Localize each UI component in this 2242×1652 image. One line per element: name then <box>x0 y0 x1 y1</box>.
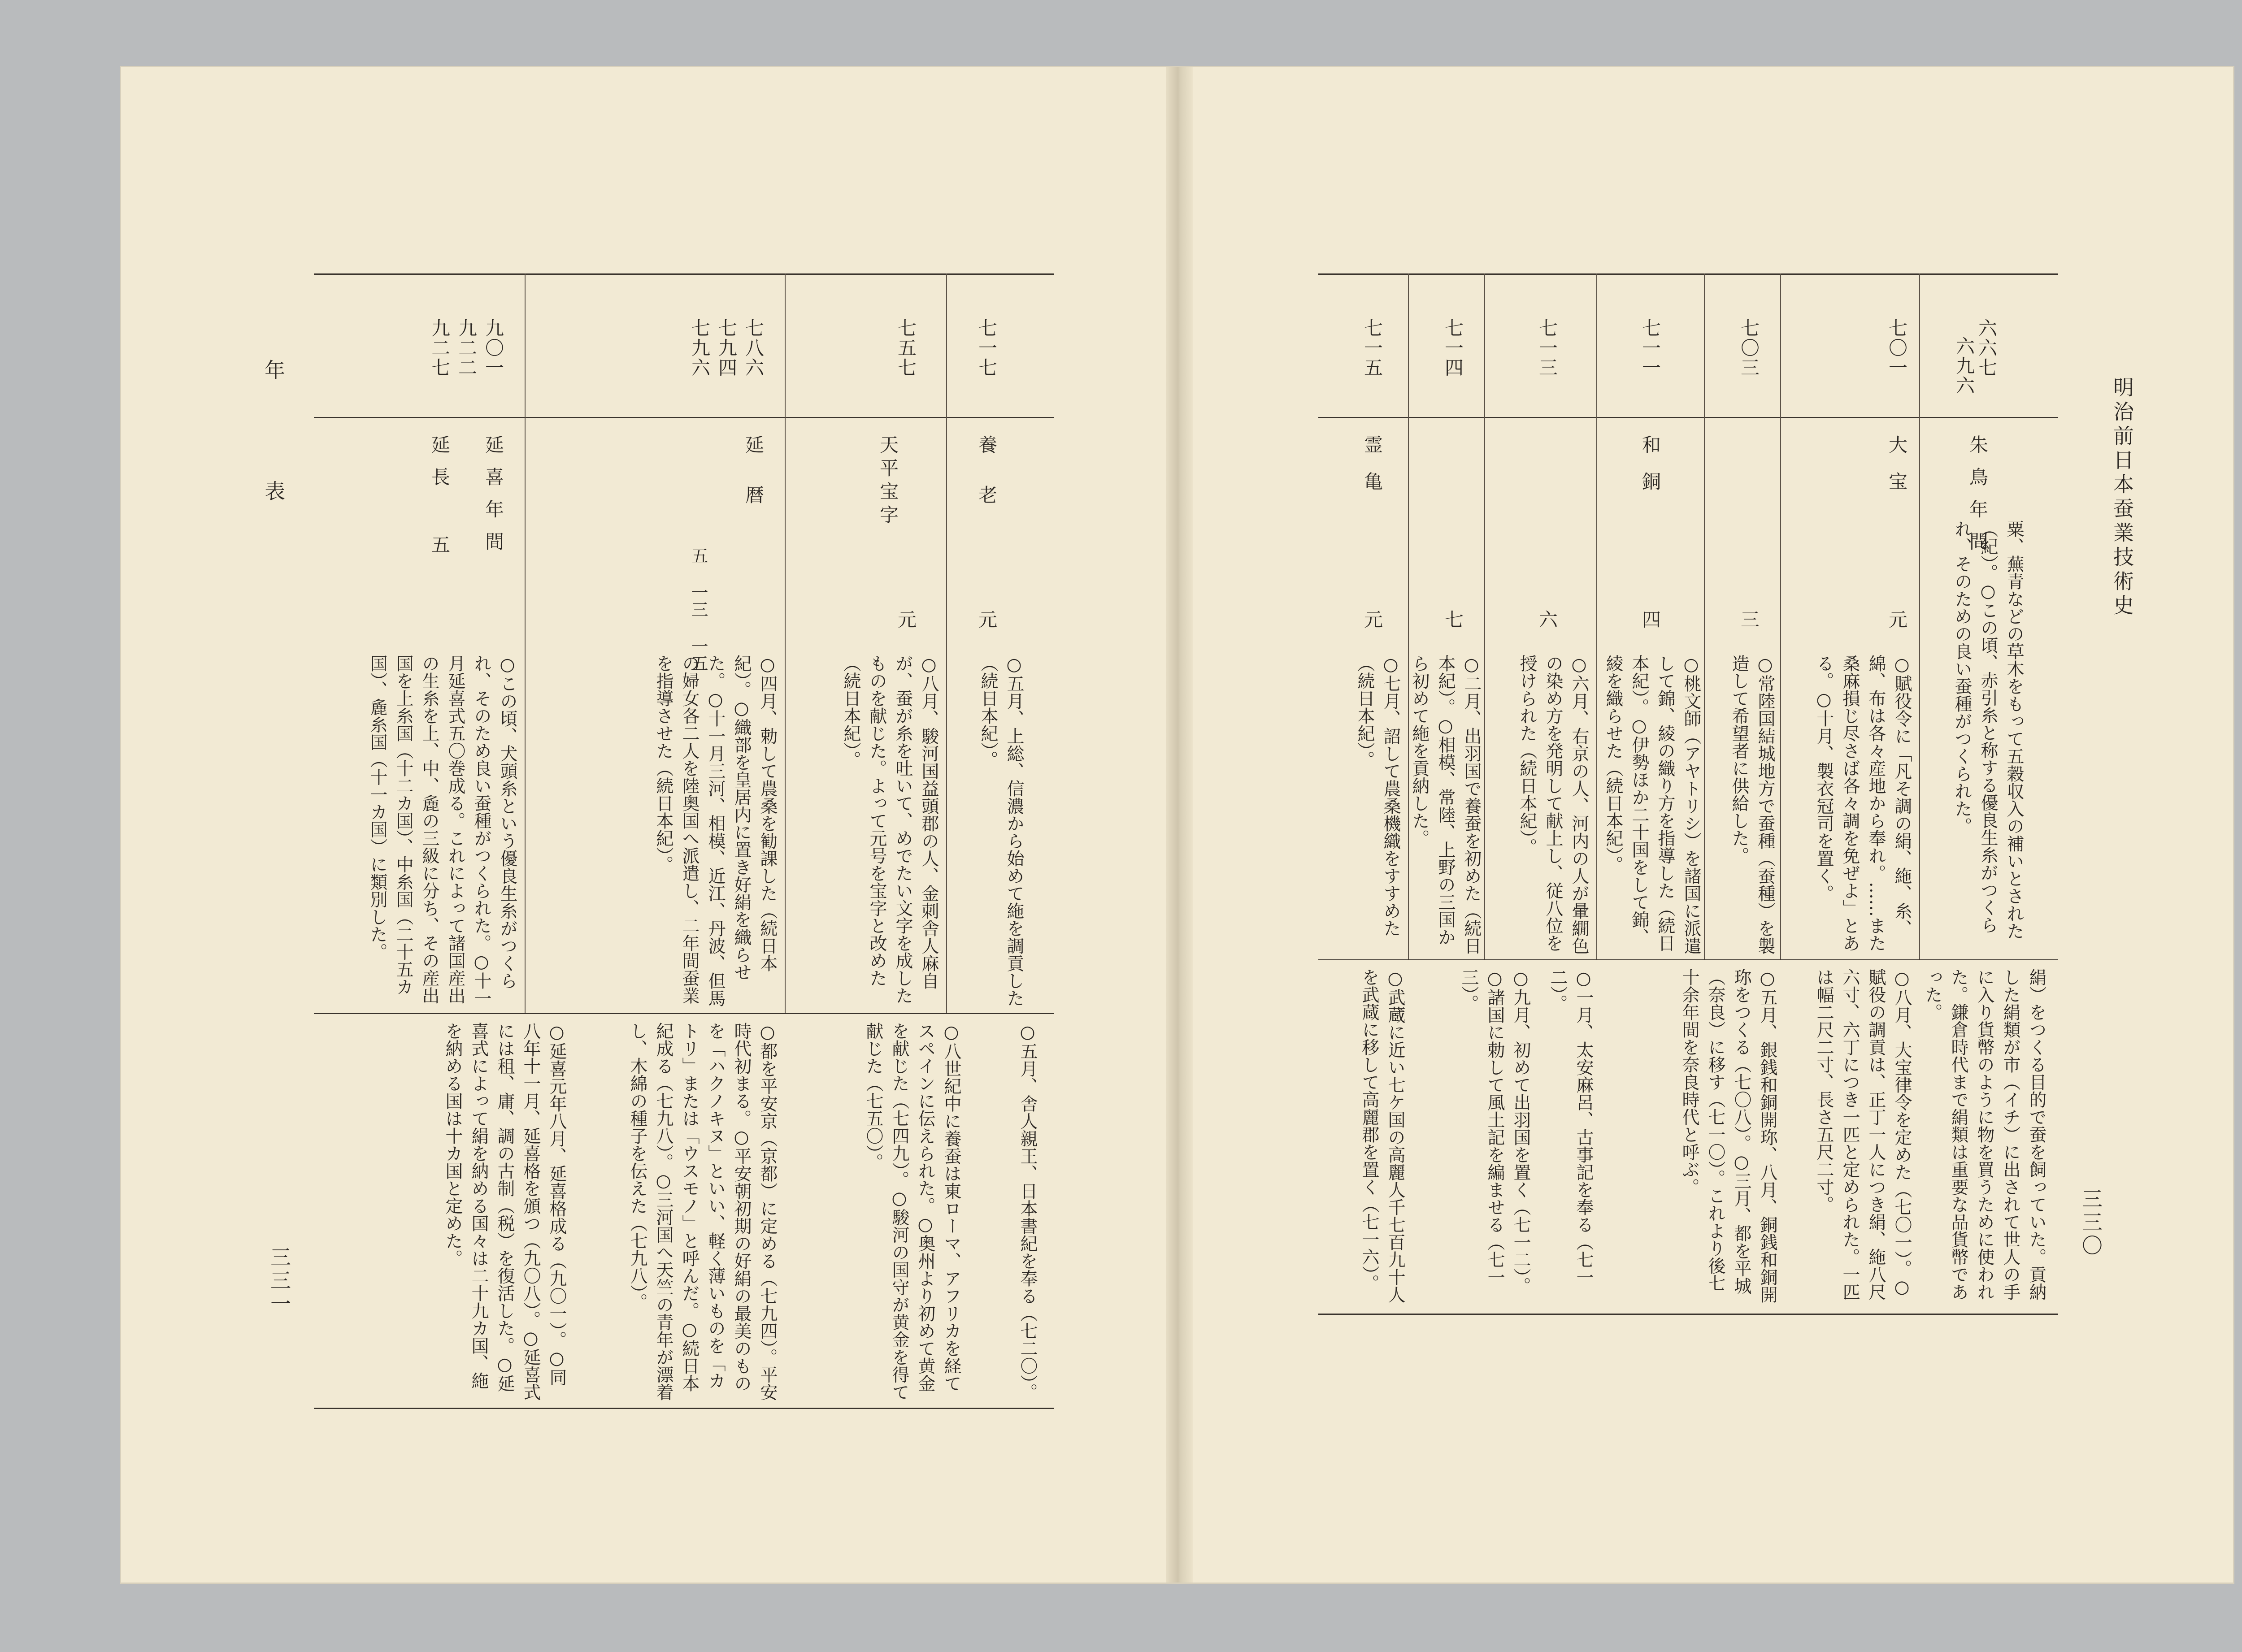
row-divider <box>1704 273 1705 959</box>
year-cell: 九〇一 <box>482 318 504 377</box>
era-number: 三 <box>1738 610 1760 629</box>
footer-label-table: 表 <box>265 479 285 503</box>
year-cell: 七九四 <box>716 318 738 377</box>
era-number: 元 <box>976 610 998 629</box>
year-cell: 九二七 <box>429 318 451 377</box>
era-cell: 天平宝字 <box>877 435 899 528</box>
japan-entry: ○この頃、犬頭糸という優良生糸がつくられ、そのため良い蚕種がつくられた。○十一月延喜式五〇巻成る。これによって諸国産出の生糸を上、中、麁の三級に分ち、その産出国を上糸国（十二カ国）、中糸国（二十五カ国）、麁糸国（十一カ国）に類別した。 <box>367 655 517 1007</box>
table-mid-rule <box>1318 959 2058 960</box>
japan-entry: ○賦役令に「凡そ調の絹、絁、糸、綿、布は各々産地から奉れ。……また桑麻損じ尽さば各々調を免ぜよ」とある。○十月、製衣冠司を置く。 <box>1814 655 1912 952</box>
year-cell: 七一五 <box>1361 318 1383 377</box>
era-number: 延長 五 <box>429 435 451 567</box>
row-divider <box>1596 273 1597 959</box>
world-entry: ○武蔵に近い七ケ国の高麗人千七百九十人を武蔵に移して高麗郡を置く（七一六）。 <box>1359 968 1405 1303</box>
year-cell: 七〇三 <box>1738 318 1760 377</box>
book-spread <box>121 67 2233 1583</box>
japan-entry: ○二月、出羽国で養蚕を初めた（続日本紀）。○相模、常陸、上野の三国から初めて絁を貢納した。 <box>1409 655 1482 954</box>
world-entry: 絹）をつくる目的で蚕を飼っていた。貢納した絹類が市（イチ）に出されて世人の手に入り貨幣のように物を買うために使われた。鎌倉時代まで絹類は重要な品貨幣であった。 <box>1922 968 2046 1301</box>
table-era-rule <box>314 417 1054 418</box>
era-number: 五 一三 一五 <box>688 547 708 672</box>
world-entry: ○都を平安京（京都）に定める（七九四）。平安時代初まる。○平安朝初期の好絹の最美のものを「ハクノキヌ」といい、軽く薄いものを「カトリ」または「ウスモノ」と呼んだ。○続日本紀成る（七九八）。○三河国へ天竺の青年が漂着し、木綿の種子を伝えた（七九八）。 <box>627 1022 778 1401</box>
page-number-left: 三三一 <box>267 1246 291 1316</box>
year-cell: 七一三 <box>1536 318 1558 377</box>
era-number: 七 <box>1442 610 1464 629</box>
world-entry: ○五月、舎人親王、日本書紀を奉る（七二〇）。 <box>1017 1022 1038 1401</box>
table-mid-rule <box>314 1013 1054 1014</box>
row-divider <box>785 273 786 1013</box>
row-divider <box>1484 273 1485 959</box>
row-divider <box>1780 273 1781 959</box>
japan-entry: ○五月、上総、信濃から始めて絁を調貢した（続日本紀）。 <box>978 655 1024 1007</box>
world-entry: ○八月、大宝律令を定めた（七〇一）。○賦役の調貢は、正丁一人につき絹、絁八尺六寸、六丁につき一匹と定められた。一匹は幅二尺二寸、長さ五尺二寸。 <box>1814 968 1912 1301</box>
japan-entry: ○常陸国結城地方で蚕種（蚕種）を製造して希望者に供給した。 <box>1729 655 1775 954</box>
japan-entry: ○七月、詔して農桑機織をすすめた（続日本紀）。 <box>1355 655 1401 937</box>
year-cell: 七九六 <box>689 318 711 377</box>
table-top-rule <box>1318 273 2058 275</box>
era-cell: 朱鳥年間 <box>1967 435 1989 564</box>
year-cell: 七五七 <box>895 318 917 377</box>
year-cell: 六六七 <box>1976 318 1998 377</box>
year-cell: 七八六 <box>743 318 765 377</box>
era-cell: 和銅 <box>1639 435 1661 508</box>
world-entry: ○一月、太安麻呂、古事記を奉る（七一二）。 <box>1547 968 1594 1286</box>
era-number: 六 <box>1536 610 1558 629</box>
era-number: 元 <box>1361 610 1383 629</box>
era-cell: 大宝 <box>1886 435 1908 508</box>
world-entry: ○延喜元年八月、延喜格成る（九〇一）。○同八年十一月、延喜格を頒つ（九〇八）。○延喜式には租、庸、調の古制（税）を復活した。○延喜式によって絹を納める国々は二十九カ国、絁を納める国は十カ国と定めた。 <box>443 1022 567 1401</box>
era-cell: 霊亀 <box>1361 435 1383 508</box>
year-cell: 九二二 <box>456 318 478 377</box>
row-divider <box>1919 273 1920 959</box>
year-cell: 七一七 <box>976 318 998 377</box>
table-bottom-rule <box>314 1408 1054 1409</box>
row-divider <box>946 273 947 1013</box>
running-head: 明治前日本蚕業技術史 <box>2110 377 2134 619</box>
row-divider <box>525 273 526 1013</box>
year-cell: 七〇一 <box>1886 318 1908 377</box>
table-bottom-rule <box>1318 1314 2058 1315</box>
era-cell: 養老 <box>976 435 998 535</box>
era-number: 四 <box>1639 610 1661 629</box>
world-entry: ○九月、初めて出羽国を置く（七一二）。○諸国に勅して風土記を編ませる（七一三）。 <box>1459 968 1531 1295</box>
page-number-right: 三三〇 <box>2079 1188 2103 1258</box>
japan-entry: 粟、蕪青などの草木をもって五穀収入の補いとされた（紀）。○この頃、赤引糸と称する優良生糸がつくられ、そのための良い蚕種がつくられた。 <box>1952 520 2024 940</box>
table-era-rule <box>1318 417 2058 418</box>
year-cell: 七一一 <box>1639 318 1661 377</box>
table-top-rule <box>314 273 1054 275</box>
japan-entry: ○桃文師（アヤトリシ）を諸国に派遣して錦、綾の織り方を指導した（続日本紀）。○伊勢ほか二十国をして錦、綾を織らせた（続日本紀）。 <box>1603 655 1701 954</box>
japan-entry: ○六月、右京の人、河内の人が暈繝色の染め方を発明して献上し、従八位を授けられた（続日本紀）。 <box>1517 655 1589 954</box>
era-number: 元 <box>1886 610 1908 629</box>
era-cell: 延暦 <box>743 435 765 535</box>
footer-label-year: 年 <box>265 358 285 382</box>
world-entry: ○五月、銀銭和銅開珎、八月、銅銭和銅開珎をつくる（七〇八）。○三月、都を平城（奈良）に移す（七一〇）。これより後七十余年間を奈良時代と呼ぶ。 <box>1679 968 1777 1303</box>
era-number: 元 <box>895 610 917 629</box>
year-cell: 六九六 <box>1953 336 1975 395</box>
japan-entry: ○四月、勅して農桑を勧課した（続日本紀）。○織部を皇居内に置き好絹を織らせた。○十一月三河、相模、近江、丹波、但馬の婦女各二人を陸奥国へ派遣し、二年間蚕業を指導させた（続日本紀）。 <box>653 655 778 1007</box>
japan-entry: ○八月、駿河国益頭郡の人、金刺舎人麻自が、蚕が糸を吐いて、めでたい文字を成したものを献じた。よって元号を宝字と改めた（続日本紀）。 <box>841 655 939 1004</box>
era-cell: 延喜年間 <box>482 435 504 564</box>
year-cell: 七一四 <box>1442 318 1464 377</box>
book-gutter <box>1166 67 1193 1583</box>
world-entry: ○八世紀中に養蚕は東ローマ、アフリカを経てスペインに伝えられた。○奥州より初めて黄金を献じた（七四九）。○駿河の国守が黄金を得て献じた（七五〇）。 <box>863 1022 961 1401</box>
